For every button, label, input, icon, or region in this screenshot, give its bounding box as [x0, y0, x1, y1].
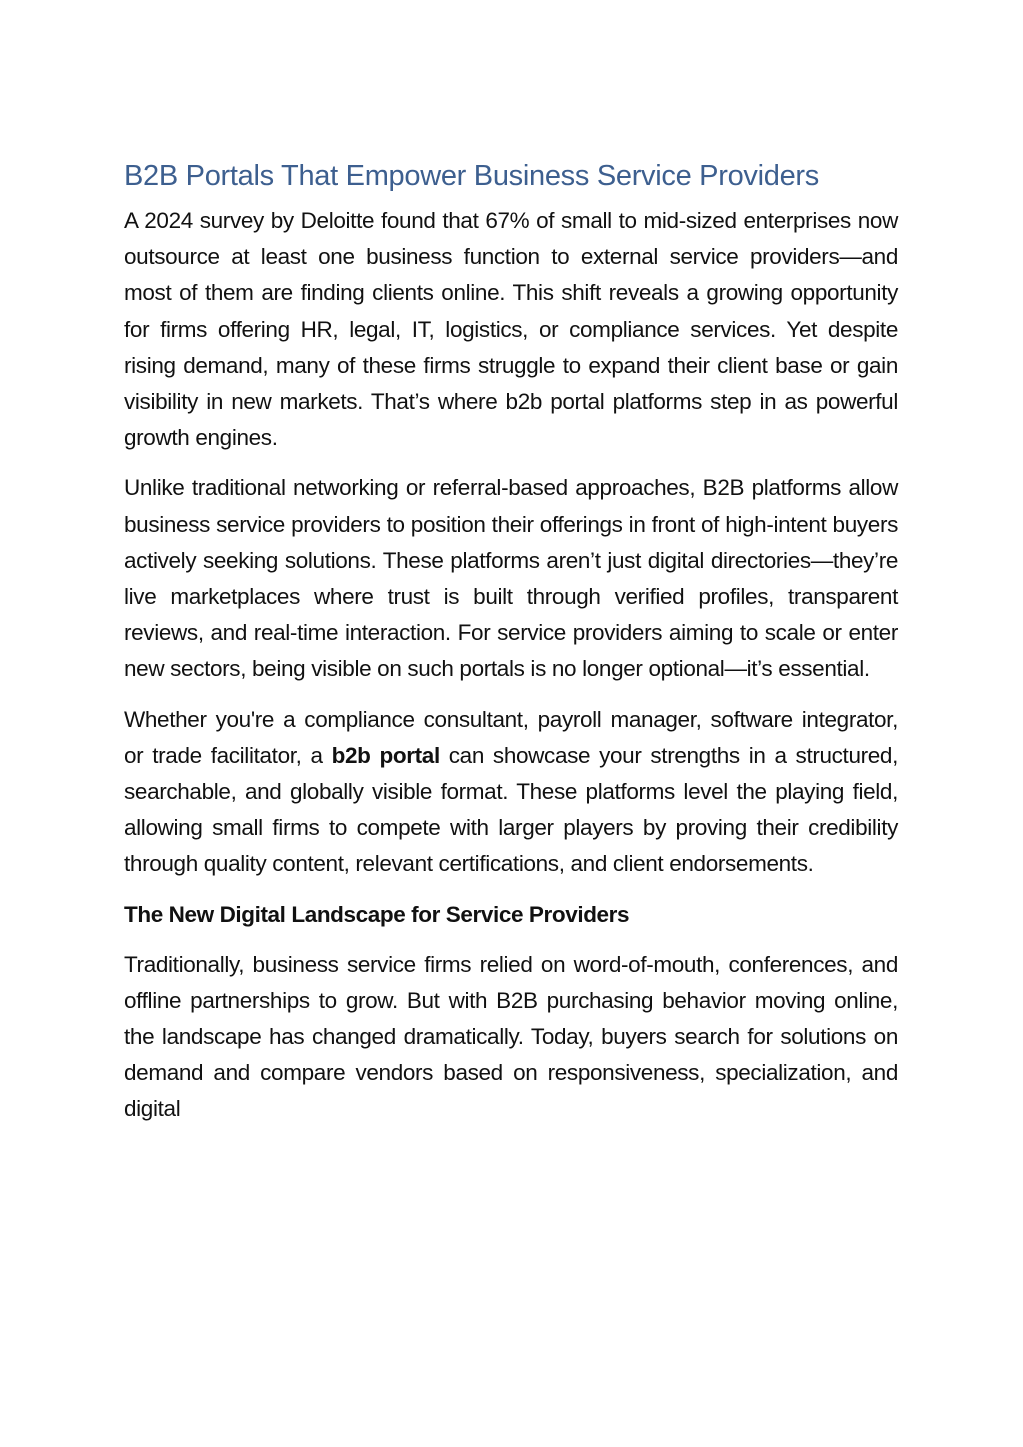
- section-heading: The New Digital Landscape for Service Providers: [124, 901, 630, 927]
- paragraph-landscape: Traditionally, business service firms relied on word-of-mouth, conferences, and offline partnerships to grow. But with B2B purchasing behavior moving online, the landscape has changed dramatically. Today, buyers search for solutions on demand and compare vendors based on responsiveness, specialization, and digital: [124, 951, 898, 1122]
- paragraph-intro: A 2024 survey by Deloitte found that 67% of small to mid-sized enterprises now outsource at least one business function to external service providers—and most of them are finding clients online. This shift reveals a growing opportunity for firms offering HR, legal, IT, logistics, or compliance services. Yet despite rising demand, many of these firms struggle to expand their client base or gain visibility in new markets. That’s where b2b portal platforms step in as powerful growth engines.: [124, 208, 898, 451]
- document-page: [124, 156, 898, 1142]
- paragraph-showcase-before: Whether you're a compliance consultant, payroll manager, software integrator, or trade facilitator, a: [124, 706, 898, 768]
- paragraph-showcase: [124, 702, 898, 883]
- paragraph-platforms: Unlike traditional networking or referral-based approaches, B2B platforms allow business service providers to position their offerings in front of high-intent buyers actively seeking solutions. These platforms aren’t just digital directories—they’re live marketplaces where trust is built through verified profiles, transparent reviews, and real-time interaction. For service providers aiming to scale or enter new sectors, being visible on such portals is no longer optional—it’s essential.: [124, 475, 898, 682]
- paragraph-showcase-after: can showcase your strengths in a structured, searchable, and globally visible format. These platforms level the playing field, allowing small firms to compete with larger players by proving their credibility through quality content, relevant certifications, and client endorsements.: [124, 742, 898, 877]
- b2b-portal-emphasis: b2b portal: [331, 742, 440, 768]
- document-title: B2B Portals That Empower Business Service Providers: [124, 160, 819, 192]
